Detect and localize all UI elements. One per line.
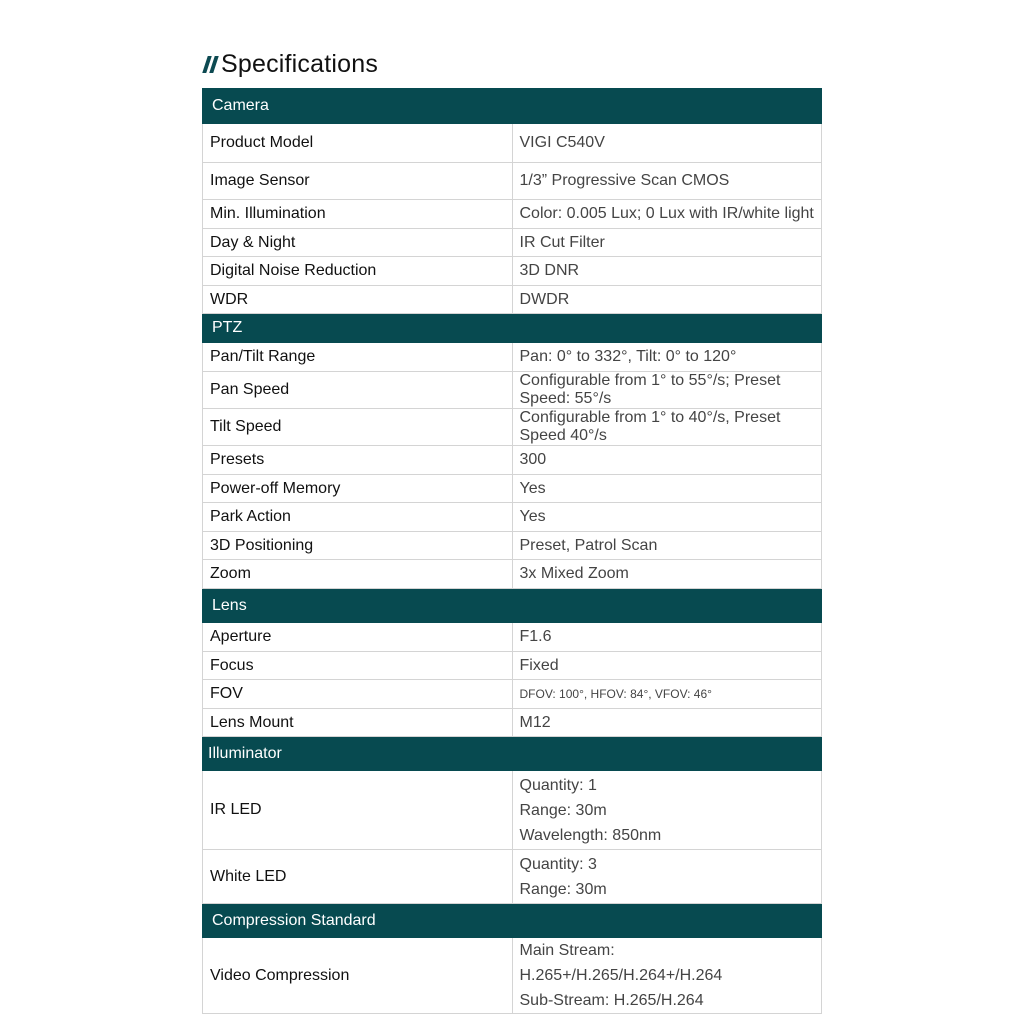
spec-value: Fixed — [512, 652, 822, 680]
table-row — [203, 709, 822, 737]
table-row — [203, 623, 822, 652]
table-row — [203, 200, 822, 229]
section-title: Lens — [203, 589, 822, 623]
spec-value-line: Range: 30m — [519, 880, 607, 898]
table-row — [203, 532, 822, 560]
section-title: PTZ — [203, 314, 822, 343]
spec-label: Lens Mount — [203, 709, 513, 737]
spec-value-line: Quantity: 3 — [519, 855, 597, 873]
spec-label: Power-off Memory — [203, 475, 513, 503]
spec-label: Presets — [203, 446, 513, 475]
spec-label: Pan/Tilt Range — [203, 343, 513, 372]
spec-value: 1/3” Progressive Scan CMOS — [512, 163, 822, 200]
spec-label: 3D Positioning — [203, 532, 513, 560]
section-header-ptz — [203, 314, 822, 343]
table-row — [203, 163, 822, 200]
table-row — [203, 503, 822, 532]
table-row — [203, 475, 822, 503]
section-title: Illuminator — [203, 737, 822, 771]
section-title: Compression Standard — [203, 904, 822, 938]
spec-label: Day & Night — [203, 229, 513, 257]
table-row — [203, 229, 822, 257]
section-header-camera — [203, 89, 822, 124]
spec-label: Zoom — [203, 560, 513, 589]
spec-value-line: Main Stream: H.265+/H.265/H.264+/H.264 — [519, 942, 723, 984]
section-title: Camera — [203, 89, 822, 124]
spec-value-line: Range: 30m — [519, 801, 607, 819]
table-row — [203, 257, 822, 286]
spec-value-line: Quantity: 1 — [519, 776, 597, 794]
section-header-compression — [203, 904, 822, 938]
spec-value: Yes — [512, 503, 822, 532]
spec-value-line: Sub-Stream: H.265/H.264 — [519, 992, 704, 1009]
spec-label: Aperture — [203, 623, 513, 652]
spec-value: F1.6 — [512, 623, 822, 652]
spec-label: White LED — [203, 850, 513, 904]
table-row — [203, 446, 822, 475]
spec-label: Digital Noise Reduction — [203, 257, 513, 286]
spec-value: IR Cut Filter — [512, 229, 822, 257]
spec-label: FOV — [203, 680, 513, 709]
spec-label: Product Model — [203, 124, 513, 163]
spec-label: Min. Illumination — [203, 200, 513, 229]
spec-value-line: Wavelength: 850nm — [519, 826, 662, 844]
table-row — [203, 850, 822, 904]
spec-value — [512, 771, 822, 850]
spec-value: Yes — [512, 475, 822, 503]
table-row — [203, 680, 822, 709]
spec-value: Configurable from 1° to 40°/s, Preset Speed 40°/s — [512, 409, 822, 446]
page-title-text: Specifications — [221, 49, 379, 78]
table-row — [203, 409, 822, 446]
spec-value: Configurable from 1° to 55°/s; Preset Speed: 55°/s — [512, 372, 822, 409]
section-header-lens — [203, 589, 822, 623]
spec-value: 300 — [512, 446, 822, 475]
spec-label: Video Compression — [203, 938, 513, 1014]
spec-value: VIGI C540V — [512, 124, 822, 163]
table-row — [203, 343, 822, 372]
spec-value — [512, 850, 822, 904]
table-row — [203, 372, 822, 409]
page-title — [202, 48, 378, 80]
spec-label: WDR — [203, 286, 513, 314]
table-row — [203, 771, 822, 850]
spec-value: DFOV: 100°, HFOV: 84°, VFOV: 46° — [512, 680, 822, 709]
spec-value: 3x Mixed Zoom — [512, 560, 822, 589]
spec-value: 3D DNR — [512, 257, 822, 286]
table-row — [203, 124, 822, 163]
spec-value: Preset, Patrol Scan — [512, 532, 822, 560]
spec-label: Pan Speed — [203, 372, 513, 409]
spec-value: Pan: 0° to 332°, Tilt: 0° to 120° — [512, 343, 822, 372]
spec-label: Focus — [203, 652, 513, 680]
double-slash-icon — [202, 54, 219, 74]
spec-label: Tilt Speed — [203, 409, 513, 446]
table-row — [203, 286, 822, 314]
spec-value — [512, 938, 822, 1014]
spec-label: Park Action — [203, 503, 513, 532]
spec-label: IR LED — [203, 771, 513, 850]
table-row — [203, 938, 822, 1014]
specifications-table — [202, 88, 822, 1014]
table-row — [203, 652, 822, 680]
spec-value: Color: 0.005 Lux; 0 Lux with IR/white light — [512, 200, 822, 229]
spec-value: M12 — [512, 709, 822, 737]
section-header-illuminator — [203, 737, 822, 771]
table-row — [203, 560, 822, 589]
spec-value: DWDR — [512, 286, 822, 314]
spec-label: Image Sensor — [203, 163, 513, 200]
